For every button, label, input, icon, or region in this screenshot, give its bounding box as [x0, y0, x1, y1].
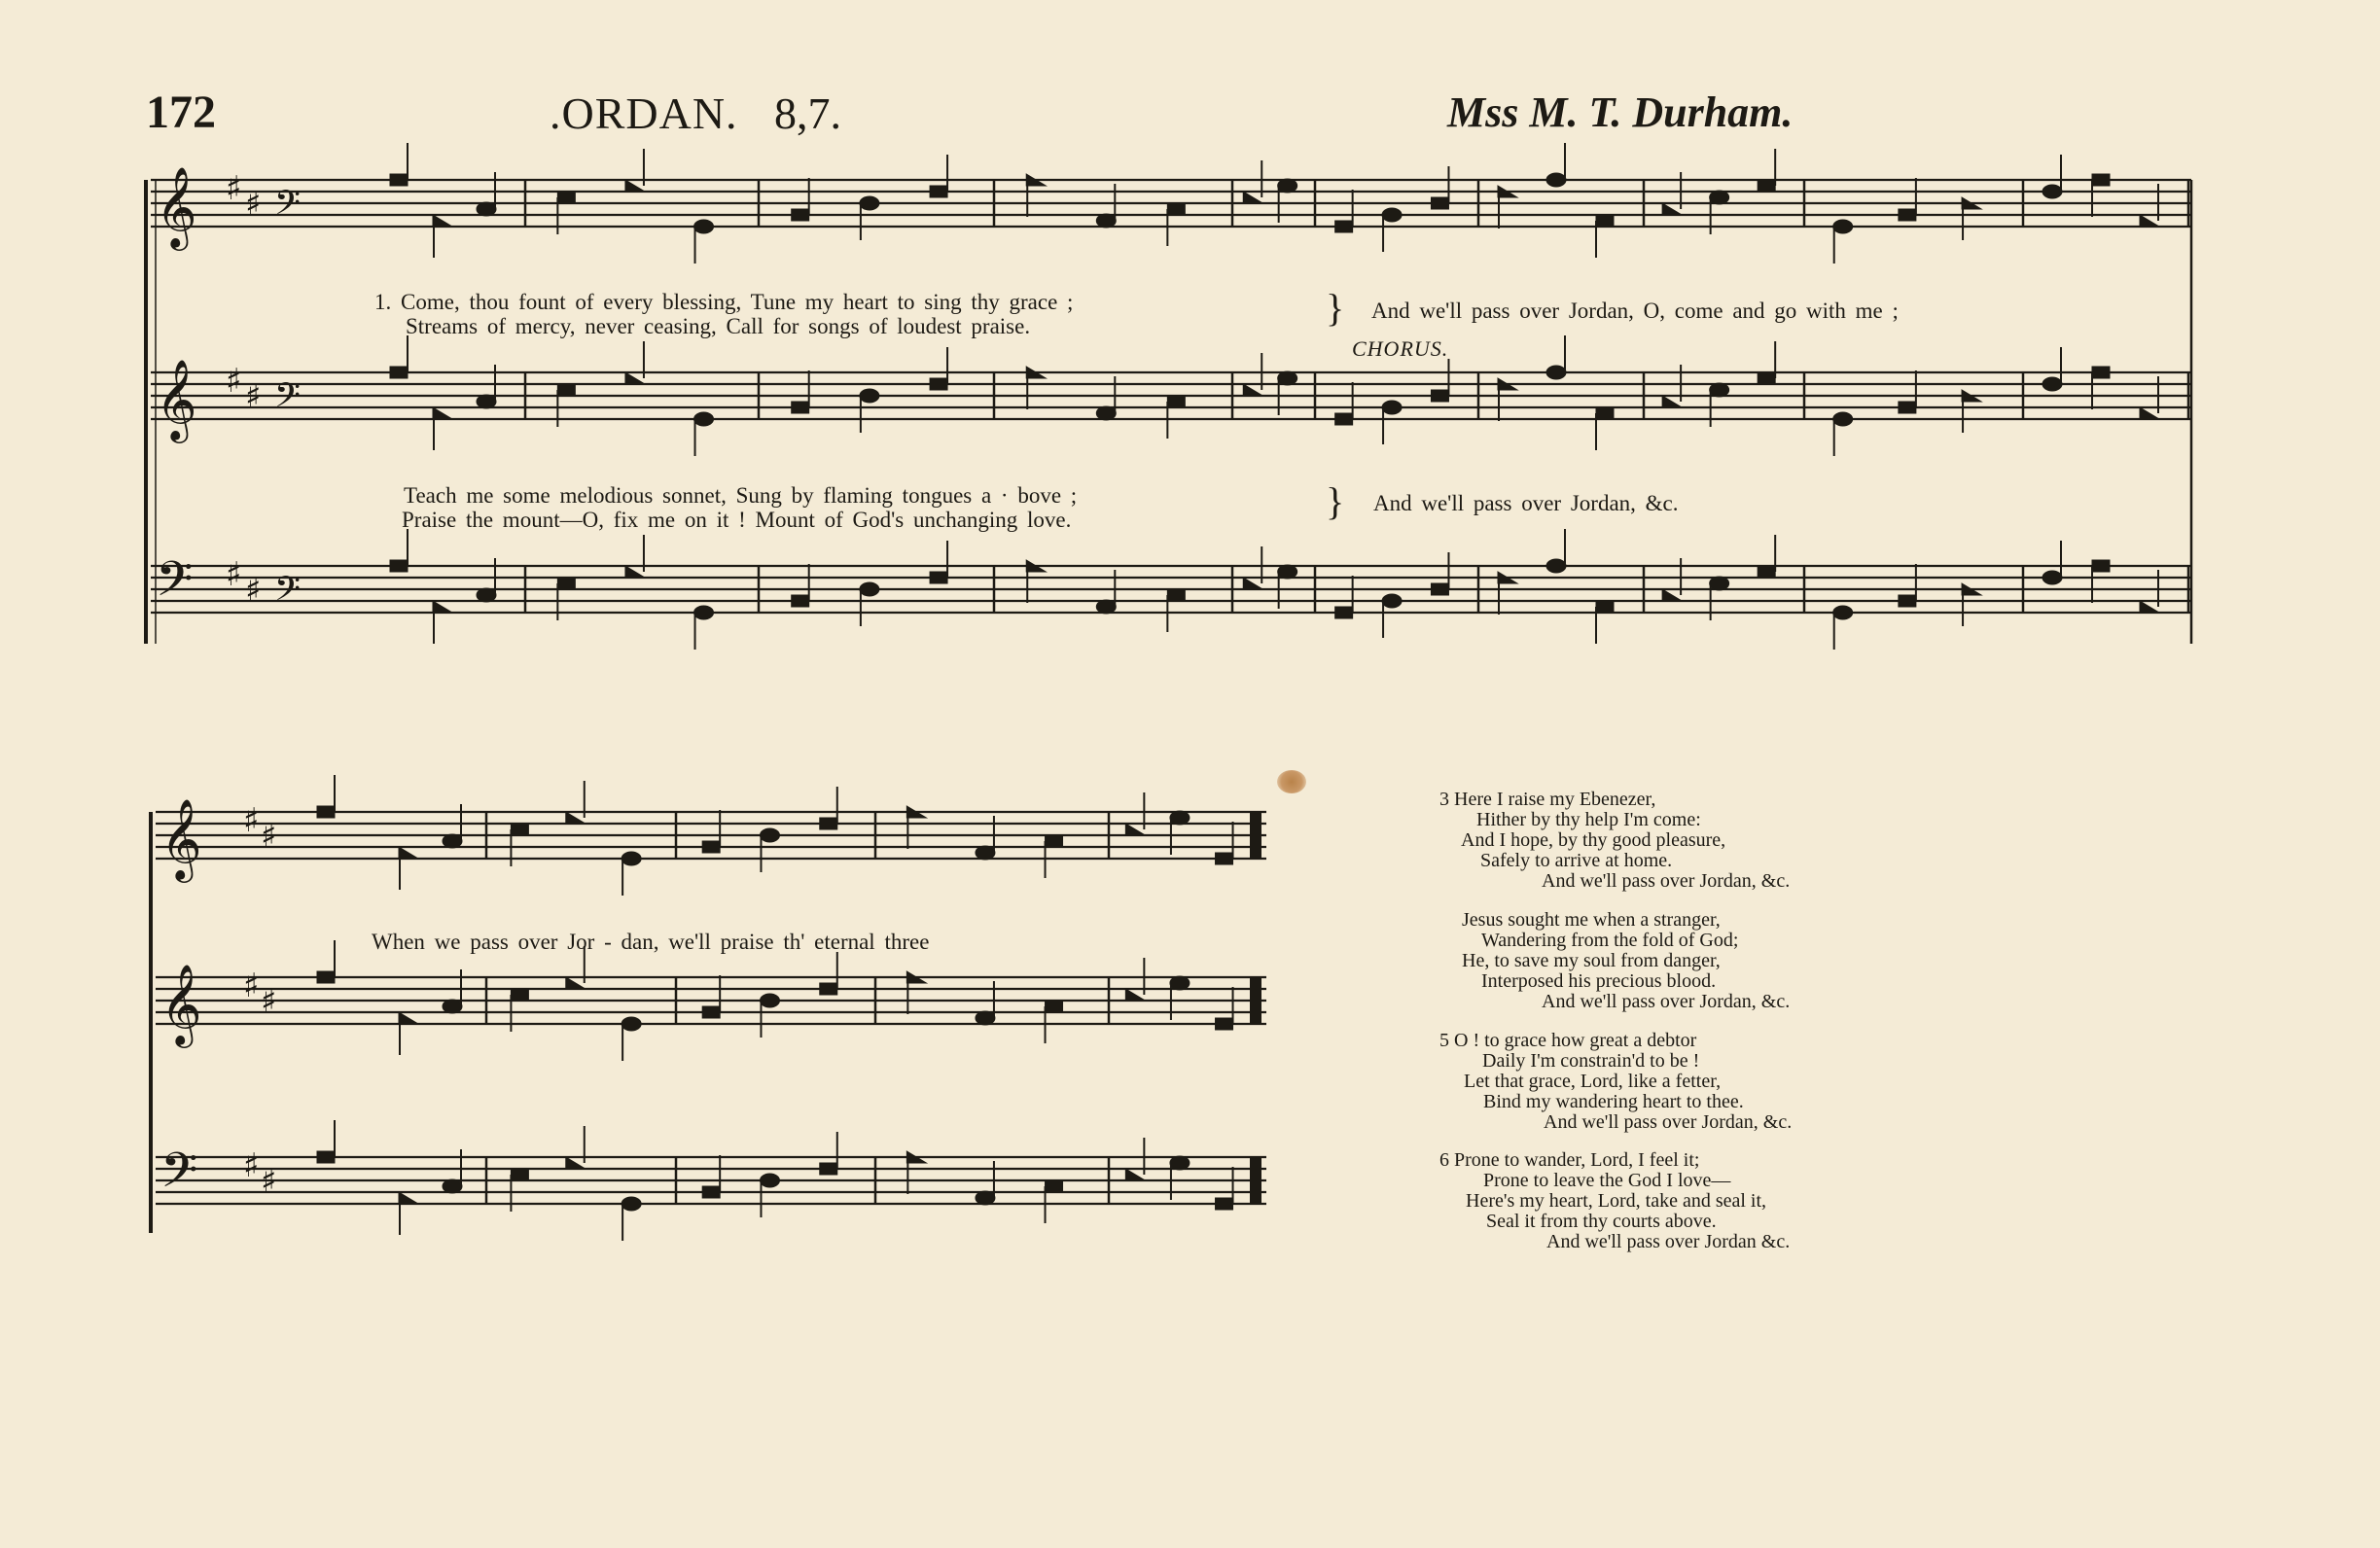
shape-note-icon	[930, 186, 947, 197]
shape-note-icon	[317, 971, 335, 983]
shape-note-icon	[1170, 1156, 1190, 1170]
verse-line: Safely to arrive at home.	[1480, 850, 1673, 871]
shape-note-icon	[1046, 1180, 1063, 1192]
shape-note-icon	[702, 1186, 720, 1198]
shape-note-icon	[1758, 372, 1775, 384]
verse-line: Hither by thy help I'm come:	[1476, 809, 1701, 830]
shape-note-icon	[1546, 173, 1566, 187]
verse-line: Prone to leave the God I love—	[1483, 1170, 1731, 1191]
shape-note-icon	[860, 389, 879, 403]
shape-note-icon	[390, 367, 408, 378]
shape-note-icon	[443, 1000, 462, 1013]
verse-4	[1462, 910, 1790, 1012]
shape-note-icon	[317, 806, 335, 818]
verse-line: Interposed his precious blood.	[1481, 970, 1717, 992]
shape-note-icon	[702, 1006, 720, 1018]
shape-note-icon	[1899, 402, 1916, 413]
shape-note-icon	[1833, 412, 1853, 426]
shape-note-icon	[433, 601, 452, 613]
lyric-brace-2: }	[1326, 479, 1345, 523]
shape-note-icon	[1167, 589, 1185, 601]
shape-note-icon	[930, 378, 947, 390]
shape-note-icon	[2092, 367, 2110, 378]
shape-note-icon	[792, 402, 809, 413]
verse-refrain: And we'll pass over Jordan, &c.	[1544, 1111, 1793, 1133]
shape-note-icon	[557, 192, 575, 203]
final-bar	[1250, 812, 1261, 859]
shape-note-icon	[1096, 406, 1116, 420]
shape-note-icon	[1596, 601, 1614, 613]
shape-note-icon	[1431, 583, 1448, 595]
bass-clef-icon: 𝄢	[274, 183, 302, 230]
shape-note-icon	[566, 812, 586, 824]
shape-note-icon	[1662, 396, 1682, 407]
shape-note-icon	[317, 1151, 335, 1163]
shape-note-icon	[2043, 571, 2062, 584]
shape-note-icon	[1596, 215, 1614, 227]
verse-line: And I hope, by thy good pleasure,	[1461, 829, 1726, 851]
verse-line: Here's my heart, Lord, take and seal it,	[1466, 1190, 1767, 1212]
verse-line: 6 Prone to wander, Lord, I feel it;	[1439, 1149, 1700, 1171]
shape-note-icon	[443, 1179, 462, 1193]
sharp-icon: ♯	[226, 169, 242, 208]
sharp-icon: ♯	[245, 571, 262, 610]
shape-note-icon	[1216, 1198, 1233, 1210]
shape-note-icon	[511, 824, 528, 835]
shape-note-icon	[399, 1012, 418, 1024]
shape-note-icon	[1167, 203, 1185, 215]
sharp-icon: ♯	[261, 982, 277, 1021]
shape-note-icon	[1243, 578, 1262, 589]
sharp-icon: ♯	[245, 185, 262, 224]
verse-line: He, to save my soul from danger,	[1462, 950, 1721, 971]
shape-note-icon	[1546, 559, 1566, 573]
shape-note-icon	[792, 209, 809, 221]
alto-chorus-lyrics: And we'll pass over Jordan, &c.	[1373, 491, 1679, 515]
shape-note-icon	[433, 215, 452, 227]
shape-note-icon	[1046, 1001, 1063, 1012]
shape-note-icon	[860, 196, 879, 210]
shape-note-icon	[1278, 371, 1297, 385]
shape-note-icon	[1216, 853, 1233, 864]
shape-note-icon	[2092, 560, 2110, 572]
sharp-icon: ♯	[243, 1146, 260, 1185]
shape-note-icon	[1710, 383, 1729, 397]
shape-note-icon	[1243, 384, 1262, 396]
sharp-icon: ♯	[243, 801, 260, 840]
shape-note-icon	[511, 989, 528, 1001]
sharp-icon: ♯	[226, 555, 242, 594]
shape-note-icon	[2092, 174, 2110, 186]
bass-clef-icon: 𝄢	[274, 375, 302, 423]
shape-note-icon	[2140, 601, 2159, 613]
shape-note-icon	[557, 384, 575, 396]
treble-clef-icon: 𝄞	[160, 963, 202, 1044]
shape-note-icon	[2140, 407, 2159, 419]
verse-line: 3 Here I raise my Ebenezer,	[1439, 789, 1656, 810]
chorus-lyrics: And we'll pass over Jordan, O, come and go with me ;	[1371, 299, 1899, 323]
shape-note-icon	[760, 1174, 779, 1187]
shape-note-icon	[792, 595, 809, 607]
tune-name: .ORDAN.	[550, 88, 738, 138]
shape-note-icon	[625, 180, 645, 192]
shape-note-icon	[1662, 589, 1682, 601]
shape-note-icon	[1431, 390, 1448, 402]
verse-line: Bind my wandering heart to thee.	[1483, 1091, 1744, 1112]
shape-note-icon	[1216, 1018, 1233, 1030]
shape-note-icon	[443, 834, 462, 848]
sharp-icon: ♯	[226, 362, 242, 401]
verse-refrain: And we'll pass over Jordan, &c.	[1542, 991, 1791, 1012]
chorus-label: CHORUS.	[1352, 336, 1449, 361]
verse-refrain: And we'll pass over Jordan, &c.	[1542, 870, 1791, 892]
shape-note-icon	[477, 202, 496, 216]
shape-note-icon	[566, 977, 586, 989]
treble-lyrics-line-2: Streams of mercy, never ceasing, Call for songs of loudest praise.	[406, 314, 1031, 338]
lyric-brace: }	[1326, 286, 1345, 330]
shape-note-icon	[1431, 197, 1448, 209]
shape-note-icon	[2043, 377, 2062, 391]
shape-note-icon	[433, 407, 452, 419]
shape-note-icon	[511, 1169, 528, 1180]
verse-line: Wandering from the fold of God;	[1481, 930, 1739, 951]
treble-clef-icon: 𝄞	[160, 797, 202, 879]
shape-note-icon	[1833, 220, 1853, 233]
final-bar	[1250, 1157, 1261, 1204]
shape-note-icon	[477, 588, 496, 602]
verse-line: Seal it from thy courts above.	[1486, 1211, 1717, 1232]
shape-note-icon	[760, 994, 779, 1007]
verse-5	[1439, 1031, 1792, 1133]
shape-note-icon	[1710, 191, 1729, 204]
treble-clef-icon: 𝄞	[156, 165, 197, 247]
shape-note-icon	[694, 606, 714, 619]
shape-note-icon	[694, 412, 714, 426]
shape-note-icon	[1170, 811, 1190, 825]
bass-clef-icon: 𝄢	[160, 1143, 198, 1211]
shape-note-icon	[1596, 407, 1614, 419]
shape-note-icon	[820, 1163, 837, 1175]
shape-note-icon	[390, 174, 408, 186]
verse-refrain: And we'll pass over Jordan &c.	[1546, 1231, 1791, 1252]
shape-note-icon	[1125, 1169, 1145, 1180]
alto-lyrics-line-2: Praise the mount—O, fix me on it ! Mount of God's unchanging love.	[402, 508, 1072, 532]
shape-note-icon	[1335, 221, 1353, 232]
shape-note-icon	[1662, 203, 1682, 215]
shape-note-icon	[1335, 413, 1353, 425]
shape-note-icon	[820, 818, 837, 829]
shape-note-icon	[820, 983, 837, 995]
shape-note-icon	[976, 1191, 995, 1205]
verse-line: Let that grace, Lord, like a fetter,	[1464, 1071, 1722, 1092]
shape-note-icon	[694, 220, 714, 233]
shape-note-icon	[1758, 180, 1775, 192]
shape-note-icon	[1243, 192, 1262, 203]
verse-line: Daily I'm constrain'd to be !	[1482, 1050, 1700, 1072]
sharp-icon: ♯	[261, 817, 277, 856]
treble-clef-icon: 𝄞	[156, 358, 197, 440]
shape-note-icon	[1382, 401, 1402, 414]
shape-note-icon	[625, 566, 645, 578]
shape-note-icon	[1278, 179, 1297, 193]
shape-note-icon	[557, 578, 575, 589]
shape-note-icon	[1125, 989, 1145, 1001]
shape-note-icon	[760, 828, 779, 842]
shape-note-icon	[1278, 565, 1297, 579]
shape-note-icon	[1170, 976, 1190, 990]
shape-note-icon	[566, 1157, 586, 1169]
shape-note-icon	[1710, 577, 1729, 590]
bass-clef-icon: 𝄢	[274, 569, 302, 616]
shape-note-icon	[2043, 185, 2062, 198]
shape-note-icon	[976, 846, 995, 860]
sharp-icon: ♯	[243, 967, 260, 1005]
final-bar	[1250, 977, 1261, 1024]
shape-note-icon	[477, 395, 496, 408]
shape-note-icon	[622, 852, 641, 865]
verse-3	[1439, 790, 1790, 892]
shape-note-icon	[399, 847, 418, 859]
shape-note-icon	[1096, 214, 1116, 228]
verse-line: Jesus sought me when a stranger,	[1462, 909, 1721, 931]
shape-note-icon	[1096, 600, 1116, 614]
shape-note-icon	[1899, 595, 1916, 607]
shape-note-icon	[399, 1192, 418, 1204]
shape-note-icon	[1833, 606, 1853, 619]
verse-6	[1439, 1150, 1790, 1252]
shape-note-icon	[1546, 366, 1566, 379]
treble-lyrics-line-1: 1. Come, thou fount of every blessing, Tune my heart to sing thy grace ;	[374, 290, 1074, 314]
shape-note-icon	[1335, 607, 1353, 618]
system2-lyrics: When we pass over Jor - dan, we'll praise th' eternal three	[372, 930, 930, 954]
shape-note-icon	[1382, 594, 1402, 608]
alto-lyrics-line-1: Teach me some melodious sonnet, Sung by flaming tongues a · bove ;	[404, 483, 1078, 508]
bass-clef-icon: 𝄢	[156, 551, 194, 619]
shape-note-icon	[622, 1017, 641, 1031]
shape-note-icon	[1899, 209, 1916, 221]
shape-note-icon	[930, 572, 947, 583]
shape-note-icon	[702, 841, 720, 853]
verse-line: 5 O ! to grace how great a debtor	[1439, 1030, 1697, 1051]
shape-note-icon	[2140, 215, 2159, 227]
shape-note-icon	[1125, 824, 1145, 835]
sharp-icon: ♯	[245, 377, 262, 416]
meter: 8,7.	[774, 88, 841, 138]
paper-stain	[1277, 770, 1306, 793]
shape-note-icon	[976, 1011, 995, 1025]
sharp-icon: ♯	[261, 1162, 277, 1201]
shape-note-icon	[1046, 835, 1063, 847]
shape-note-icon	[1382, 208, 1402, 222]
shape-note-icon	[1758, 566, 1775, 578]
shape-note-icon	[625, 372, 645, 384]
shape-note-icon	[860, 582, 879, 596]
shape-note-icon	[390, 560, 408, 572]
shape-note-icon	[1167, 396, 1185, 407]
composer: Mss M. T. Durham.	[1447, 88, 1794, 136]
shape-note-icon	[622, 1197, 641, 1211]
page-number: 172	[146, 87, 216, 138]
